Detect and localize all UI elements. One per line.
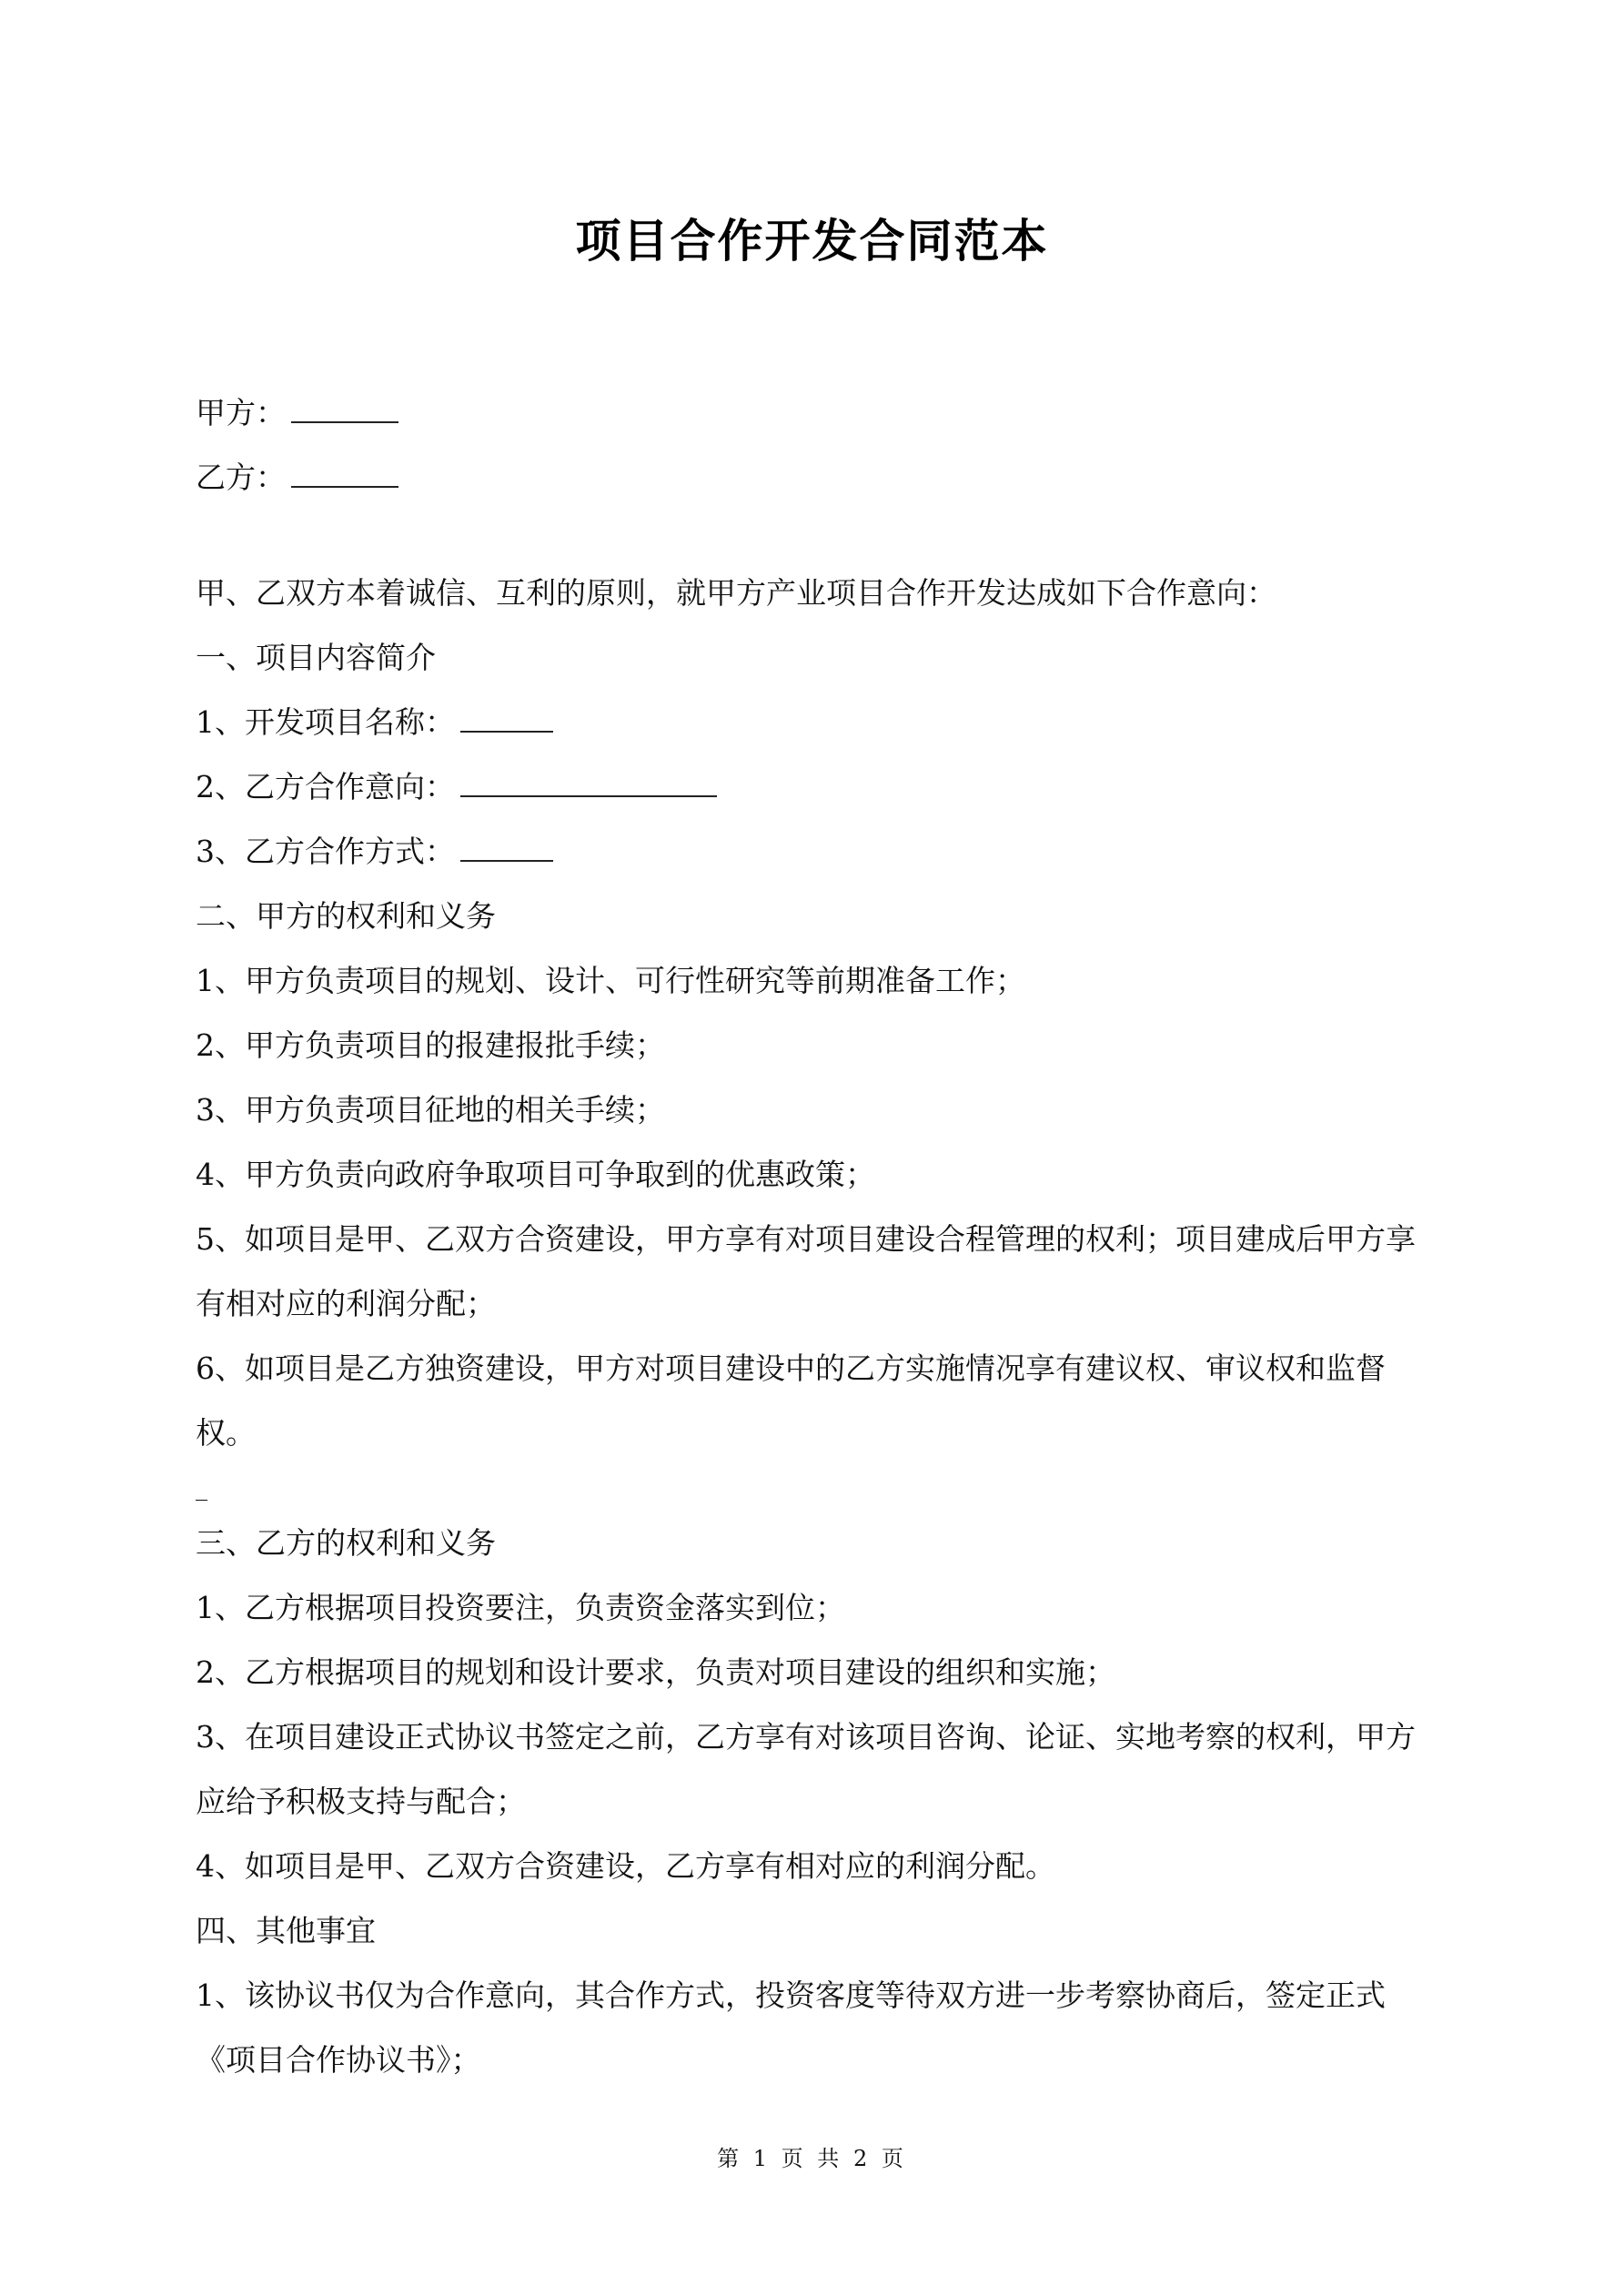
section-heading: 三、乙方的权利和义务	[196, 1525, 496, 1561]
document-title: 项目合作开发合同范本	[575, 215, 1049, 268]
section-heading: 一、项目内容简介	[196, 640, 436, 675]
list-item: 1、乙方根据项目投资要注，负责资金落实到位；	[196, 1590, 845, 1625]
list-item: 2、甲方负责项目的报建报批手续；	[196, 1027, 665, 1063]
list-item-text: 3、乙方合作方式：	[196, 834, 455, 869]
party-a-blank	[291, 394, 398, 423]
list-item	[196, 754, 1442, 819]
list-item: 6、如项目是乙方独资建设，甲方对项目建设中的乙方实施情况享有建议权、审议权和监督权。	[196, 1350, 1386, 1451]
party-b-blank	[291, 459, 398, 488]
section-heading: 二、甲方的权利和义务	[196, 898, 496, 934]
spacer	[196, 510, 1442, 561]
list-item: 3、甲方负责项目征地的相关手续；	[196, 1092, 665, 1128]
party-a-line	[196, 380, 1442, 445]
list-item: 5、如项目是甲、乙双方合资建设，甲方享有对项目建设合程管理的权利；项目建成后甲方享有相对应的利润分配；	[196, 1221, 1416, 1321]
list-item	[196, 819, 1442, 884]
list-item	[196, 690, 1442, 754]
intro-paragraph: 甲、乙双方本着诚信、互利的原则，就甲方产业项目合作开发达成如下合作意向：	[196, 575, 1276, 611]
list-item-text: 1、开发项目名称：	[196, 704, 455, 740]
party-b-line	[196, 445, 1442, 510]
party-a-label: 甲方：	[196, 395, 286, 430]
list-item: 4、如项目是甲、乙双方合资建设，乙方享有相对应的利润分配。	[196, 1848, 1055, 1884]
list-item: 1、甲方负责项目的规划、设计、可行性研究等前期准备工作；	[196, 963, 1025, 998]
list-item: 3、在项目建设正式协议书签定之前，乙方享有对该项目咨询、论证、实地考察的权利，甲方应给予积极支持与配合；	[196, 1719, 1416, 1819]
party-b-label: 乙方：	[196, 460, 286, 495]
project-name-blank	[460, 703, 553, 733]
list-item: 1、该协议书仅为合作意向，其合作方式，投资客度等待双方进一步考察协商后，签定正式《项目合作协议书》；	[196, 1977, 1386, 2078]
separator-mark: _	[196, 1474, 207, 1502]
cooperation-intent-blank	[460, 768, 717, 797]
page-footer: 第 1 页 共 2 页	[717, 2146, 907, 2171]
cooperation-method-blank	[460, 833, 553, 862]
list-item-text: 2、乙方合作意向：	[196, 769, 455, 804]
list-item: 2、乙方根据项目的规划和设计要求，负责对项目建设的组织和实施；	[196, 1654, 1115, 1690]
document-body	[196, 380, 1442, 2092]
section-heading: 四、其他事宜	[196, 1913, 376, 1948]
list-item: 4、甲方负责向政府争取项目可争取到的优惠政策；	[196, 1157, 875, 1192]
